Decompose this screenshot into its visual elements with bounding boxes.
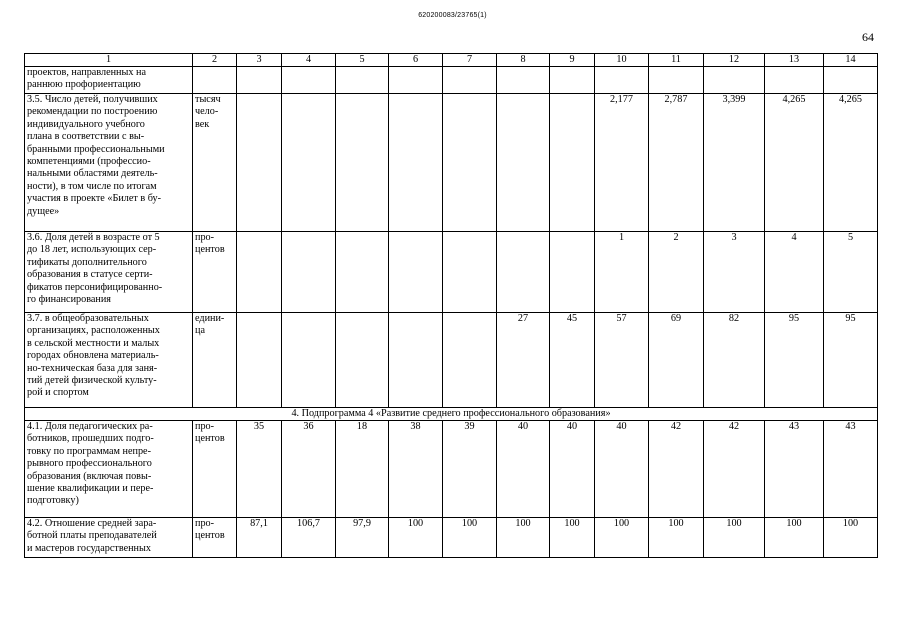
column-header: 11 <box>649 54 704 67</box>
indicator-name: 4.2. Отношение средней зара- ботной платы преподавателей и мастеров государственных <box>25 518 193 558</box>
unit-cell: едини- ца <box>193 313 237 408</box>
value-cell: 100 <box>389 518 443 558</box>
value-cell <box>497 94 550 232</box>
value-cell <box>443 67 497 94</box>
value-cell <box>282 67 336 94</box>
value-cell <box>443 232 497 313</box>
value-cell: 43 <box>765 421 824 518</box>
column-header: 7 <box>443 54 497 67</box>
value-cell <box>282 232 336 313</box>
column-header: 6 <box>389 54 443 67</box>
value-cell <box>595 67 649 94</box>
value-cell <box>389 94 443 232</box>
table-row <box>25 67 878 94</box>
rows-group-b <box>25 421 878 558</box>
value-cell: 40 <box>497 421 550 518</box>
value-cell <box>336 313 389 408</box>
value-cell <box>649 67 704 94</box>
value-cell <box>237 94 282 232</box>
indicator-name: 3.5. Число детей, получивших рекомендации по построению индивидуального учебного плана в соответствии с вы- бранными профессиональными компетенциями (профессио- нальными областями деятель- ности), в том числе по итогам участия в проекте «Билет в бу- дущее» <box>25 94 193 232</box>
section-title: 4. Подпрограмма 4 «Развитие среднего профессионального образования» <box>25 408 878 421</box>
column-header: 13 <box>765 54 824 67</box>
table-row <box>25 94 878 232</box>
value-cell: 82 <box>704 313 765 408</box>
value-cell <box>550 94 595 232</box>
value-cell <box>765 67 824 94</box>
value-cell <box>497 67 550 94</box>
column-header: 12 <box>704 54 765 67</box>
value-cell: 57 <box>595 313 649 408</box>
column-header: 14 <box>824 54 878 67</box>
value-cell: 35 <box>237 421 282 518</box>
value-cell <box>282 94 336 232</box>
value-cell: 95 <box>824 313 878 408</box>
value-cell <box>389 313 443 408</box>
value-cell: 100 <box>550 518 595 558</box>
value-cell: 69 <box>649 313 704 408</box>
value-cell <box>336 94 389 232</box>
value-cell: 4,265 <box>824 94 878 232</box>
column-header: 10 <box>595 54 649 67</box>
value-cell: 39 <box>443 421 497 518</box>
value-cell: 100 <box>824 518 878 558</box>
value-cell: 45 <box>550 313 595 408</box>
unit-cell: тысяч чело- век <box>193 94 237 232</box>
value-cell: 100 <box>497 518 550 558</box>
value-cell: 3,399 <box>704 94 765 232</box>
value-cell <box>237 67 282 94</box>
table-row <box>25 421 878 518</box>
value-cell: 2,787 <box>649 94 704 232</box>
page-number: 64 <box>862 30 874 44</box>
value-cell <box>389 232 443 313</box>
value-cell: 42 <box>704 421 765 518</box>
unit-cell <box>193 67 237 94</box>
unit-cell: про- центов <box>193 232 237 313</box>
indicator-name: 3.6. Доля детей в возрасте от 5 до 18 лет, использующих сер- тификаты дополнительного образования в статусе серти- фикатов персонифицированно- го финансирования <box>25 232 193 313</box>
value-cell <box>282 313 336 408</box>
indicator-name: проектов, направленных на раннюю профориентацию <box>25 67 193 94</box>
section-row <box>25 408 878 421</box>
document-id: 620200083/23765(1) <box>418 12 487 19</box>
column-header: 3 <box>237 54 282 67</box>
value-cell <box>550 67 595 94</box>
value-cell <box>443 313 497 408</box>
value-cell: 2,177 <box>595 94 649 232</box>
value-cell: 100 <box>704 518 765 558</box>
value-cell: 42 <box>649 421 704 518</box>
value-cell <box>237 232 282 313</box>
value-cell: 100 <box>649 518 704 558</box>
value-cell <box>704 67 765 94</box>
value-cell: 95 <box>765 313 824 408</box>
value-cell: 100 <box>595 518 649 558</box>
indicator-name: 4.1. Доля педагогических ра- ботников, прошедших подго- товку по программам непре- рывного профессионального образования (включая повы- шение квалификации и пере- подготовку) <box>25 421 193 518</box>
value-cell: 100 <box>443 518 497 558</box>
value-cell: 38 <box>389 421 443 518</box>
value-cell: 40 <box>550 421 595 518</box>
column-header: 4 <box>282 54 336 67</box>
value-cell: 106,7 <box>282 518 336 558</box>
indicators-table <box>24 53 878 558</box>
value-cell <box>497 232 550 313</box>
value-cell: 87,1 <box>237 518 282 558</box>
value-cell <box>550 232 595 313</box>
value-cell: 43 <box>824 421 878 518</box>
value-cell: 36 <box>282 421 336 518</box>
table-row <box>25 313 878 408</box>
indicator-name: 3.7. в общеобразовательных организациях, расположенных в сельской местности и малых городах обновлена материаль- но-техническая база для заня- тий детей физической культу- рой и спортом <box>25 313 193 408</box>
value-cell: 1 <box>595 232 649 313</box>
column-header: 9 <box>550 54 595 67</box>
value-cell: 27 <box>497 313 550 408</box>
table-row <box>25 232 878 313</box>
column-header: 5 <box>336 54 389 67</box>
value-cell: 97,9 <box>336 518 389 558</box>
value-cell: 40 <box>595 421 649 518</box>
value-cell: 3 <box>704 232 765 313</box>
table-row <box>25 518 878 558</box>
value-cell <box>443 94 497 232</box>
value-cell <box>237 313 282 408</box>
column-header: 1 <box>25 54 193 67</box>
rows-group-a <box>25 67 878 408</box>
value-cell: 2 <box>649 232 704 313</box>
unit-cell: про- центов <box>193 518 237 558</box>
value-cell <box>824 67 878 94</box>
unit-cell: про- центов <box>193 421 237 518</box>
value-cell: 4,265 <box>765 94 824 232</box>
value-cell: 100 <box>765 518 824 558</box>
value-cell <box>336 232 389 313</box>
column-header: 8 <box>497 54 550 67</box>
value-cell: 18 <box>336 421 389 518</box>
value-cell <box>336 67 389 94</box>
value-cell: 4 <box>765 232 824 313</box>
value-cell <box>389 67 443 94</box>
column-header-row <box>25 54 878 67</box>
value-cell: 5 <box>824 232 878 313</box>
column-header: 2 <box>193 54 237 67</box>
